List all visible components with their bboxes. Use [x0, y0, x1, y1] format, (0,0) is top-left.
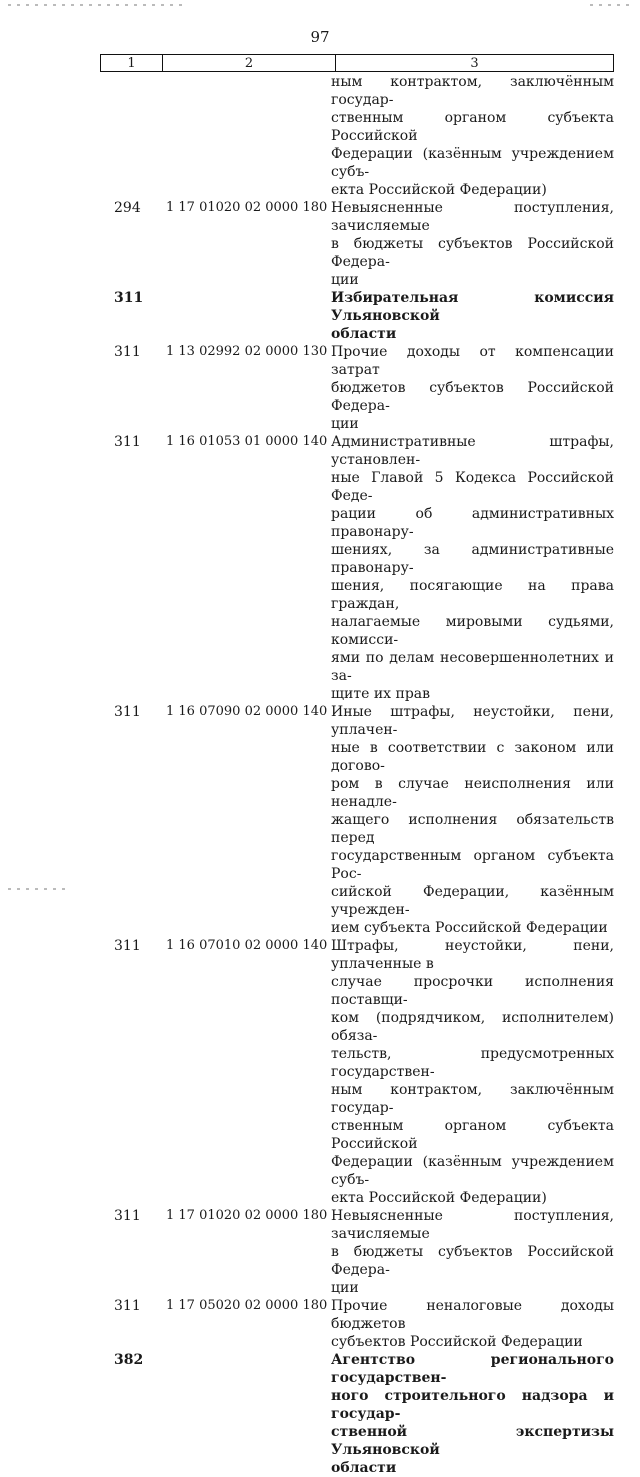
- table-row: [0, 343, 640, 433]
- table-row: [0, 433, 640, 703]
- table-body: [0, 73, 640, 1477]
- admin-code: 311: [114, 938, 141, 954]
- admin-code: 311: [114, 434, 141, 450]
- column-header-2: 2: [163, 55, 336, 71]
- revenue-code: 1 17 01020 02 0000 180: [166, 200, 328, 215]
- table-row: [0, 73, 640, 199]
- revenue-description: Прочие неналоговые доходы бюджетов субъектов Российской Федерации: [331, 1298, 614, 1350]
- admin-code: 311: [114, 344, 141, 360]
- admin-code: 311: [114, 1208, 141, 1224]
- admin-code: 294: [114, 200, 141, 216]
- admin-code: 311: [114, 290, 144, 306]
- revenue-description: Прочие доходы от компенсации затрат бюджетов субъектов Российской Федера- ции: [331, 344, 614, 432]
- revenue-description: Административные штрафы, установлен- ные Главой 5 Кодекса Российской Феде- рации об административных правонару- шениях, за административные правонару- шения, посягающие на права граждан, налагаемые мировыми судьями, комисси- ями по делам несовершеннолетних и за- щите их прав: [331, 434, 614, 702]
- table-row: [0, 937, 640, 1207]
- administrator-name: Агентство регионального государствен- ного строительного надзора и государ- ственной экспертизы Ульяновской области: [331, 1352, 614, 1476]
- scan-artifact: [590, 4, 630, 6]
- revenue-description: Невыясненные поступления, зачисляемые в бюджеты субъектов Российской Федера- ции: [331, 1208, 614, 1296]
- table-row: [0, 1297, 640, 1351]
- revenue-code: 1 16 07010 02 0000 140: [166, 938, 328, 953]
- revenue-description: Невыясненные поступления, зачисляемые в бюджеты субъектов Российской Федера- ции: [331, 200, 614, 288]
- administrator-name: Избирательная комиссия Ульяновской области: [331, 290, 614, 342]
- scan-artifact: [8, 4, 188, 6]
- revenue-code: 1 13 02992 02 0000 130: [166, 344, 328, 359]
- admin-code: 311: [114, 1298, 141, 1314]
- revenue-description: ным контрактом, заключённым государ- ственным органом субъекта Российской Федерации (казённым учреждением субъ- екта Российской Федерации): [331, 74, 614, 198]
- table-row: [0, 703, 640, 937]
- revenue-code: 1 17 01020 02 0000 180: [166, 1208, 328, 1223]
- table-row-section-header: [0, 289, 640, 343]
- revenue-code: 1 17 05020 02 0000 180: [166, 1298, 328, 1313]
- revenue-description: Штрафы, неустойки, пени, уплаченные в случае просрочки исполнения поставщи- ком (подрядчиком, исполнителем) обяза- тельств, предусмотренных государствен- ным контрактом, заключённым государ- ственным органом субъекта Российской Федерации (казённым учреждением субъ- екта Российской Федерации): [331, 938, 614, 1206]
- table-header-row: [100, 54, 614, 72]
- revenue-code: 1 16 07090 02 0000 140: [166, 704, 328, 719]
- admin-code: 311: [114, 704, 141, 720]
- revenue-code: 1 16 01053 01 0000 140: [166, 434, 328, 449]
- revenue-description: Иные штрафы, неустойки, пени, уплачен- ные в соответствии с законом или догово- ром в случае неисполнения или ненадле- жащего исполнения обязательств перед государственным органом субъекта Рос- сийской Федерации, казённым учрежден- ием субъекта Российской Федерации: [331, 704, 614, 936]
- table-row: [0, 1207, 640, 1297]
- column-header-3: 3: [470, 55, 479, 71]
- table-row-section-header: [0, 1351, 640, 1477]
- column-header-1: 1: [101, 55, 163, 71]
- admin-code: 382: [114, 1352, 144, 1368]
- page-number: 97: [310, 28, 330, 46]
- table-row: [0, 199, 640, 289]
